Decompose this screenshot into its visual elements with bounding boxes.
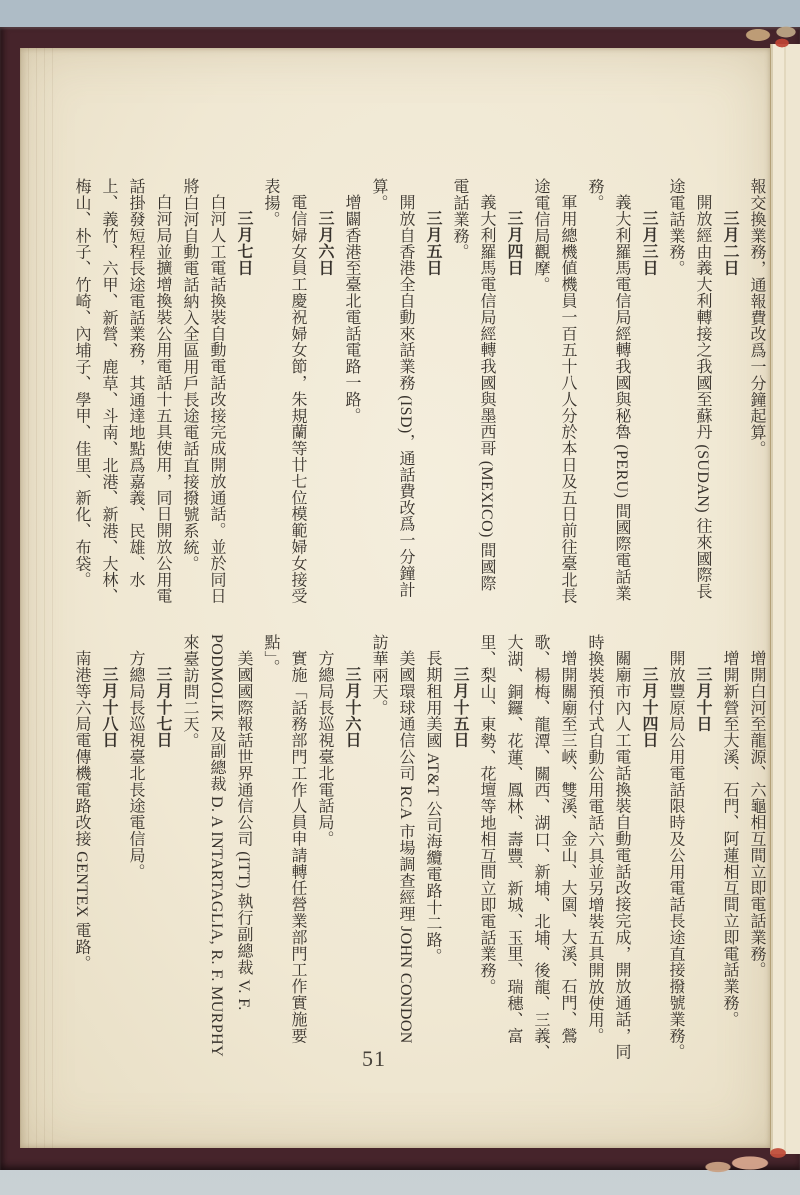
paragraph: 增開關廟至三峽、雙溪、金山、大園、大溪、石門、鶯歌、楊梅、龍潭、關西、湖口、新埔、北埔、後龍、三義、大湖、銅鑼、花蓮、鳳林、壽豐、新城、玉里、瑞穗、富里、梨山、東勢、花壇等地相互間立即電話業務。: [478, 634, 576, 1061]
paragraph: 開放豐原局公用電話限時及公用電話長途直接撥號業務。: [667, 650, 684, 1060]
paragraph: 美國國際報話世界通信公司 (ITT) 執行副總裁 V. F. PODMOLIK 及副總裁 D. A INTARTAGLIA, R. F. MURPHY 來臺訪問二天。: [181, 634, 252, 1057]
page-number: 51: [362, 1046, 386, 1071]
paragraph: 義大利羅馬電信局經轉我國與墨西哥 (MEXICO) 間國際電話業務。: [451, 178, 495, 592]
paragraph: 白河人工電話換裝自動電話改接完成開放通話。並於同日將白河自動電話納入全區用戶長途電話直接撥號系統。: [181, 178, 225, 604]
paragraph: 增開白河至龍源、六龜相互間立即電話業務。: [748, 650, 765, 978]
paragraph: 增開新營至大溪、石門、阿蓮相互間立即電話業務。: [721, 650, 738, 1028]
paragraph: 三月四日: [505, 210, 522, 276]
paragraph: 增闢香港至臺北電話電路一路。: [343, 194, 360, 424]
paragraph: 三月三日: [640, 210, 657, 276]
paragraph: 軍用總機値機員一百五十八人分於本日及五日前往臺北長途電信局觀摩。: [532, 178, 576, 604]
paragraph: 三月十八日: [100, 666, 117, 748]
cover-wear-bottom-right: [688, 1141, 794, 1173]
paragraph: 美國環球通信公司 RCA 市場調查經理 JOHN CONDON 訪華兩天。: [370, 634, 414, 1044]
paragraph: 實施「話務部門工作人員申請轉任營業部門工作實施要點」。: [262, 634, 306, 1044]
paragraph: 三月二日: [721, 210, 738, 276]
paragraph: 義大利羅馬電信局經轉我國與秘魯 (PERU) 間國際電話業務。: [586, 178, 630, 602]
cover-wear-top-right: [740, 26, 798, 53]
paragraph: 報交換業務，通報費改爲一分鐘起算。: [748, 178, 765, 457]
page-stack-edge-left: [20, 48, 58, 1148]
paragraph: 南港等六局電傳機電路改接 GENTEX 電路。: [73, 650, 90, 972]
paragraph: 三月十七日: [154, 666, 171, 748]
paragraph: 三月十五日: [451, 666, 468, 748]
page-fore-edge-right: [770, 44, 800, 1154]
paragraph: 白河局並擴增換裝公用電話十五具使用，同日開放公用電話掛發短程長途電話業務，其通達地點爲嘉義、民雄、水上、義竹、六甲、新營、鹿草、斗南、北港、新港、大林、梅山、朴子、竹崎、內埔子、學甲、佳里、新化、布袋。: [73, 178, 171, 605]
paragraph: 三月十六日: [343, 666, 360, 748]
paragraph: 三月十日: [694, 666, 711, 732]
paragraph: 關廟市內人工電話換裝自動電話改接完成，開放通話，同時換裝預付式自動公用電話六具並另增裝五具開放使用。: [586, 634, 630, 1060]
paragraph: 三月六日: [316, 210, 333, 276]
paragraph: 開放自香港全自動來話業務 (ISD)，通話費改爲一分鐘計算。: [370, 178, 414, 598]
paragraph: 電信婦女員工慶祝婦女節，朱規蘭等廿七位模範婦女接受表揚。: [262, 178, 306, 604]
paragraph: 方總局長巡視臺北長途電信局。: [127, 650, 144, 880]
paragraph: 開放經由義大利轉接之我國至蘇丹 (SUDAN) 往來國際長途電話業務。: [667, 178, 711, 600]
paragraph: 三月五日: [424, 210, 441, 276]
paragraph: 長期租用美國 AT&T 公司海纜電路十二路。: [424, 650, 441, 965]
lower-text-block: [54, 634, 770, 1064]
paragraph: 三月七日: [235, 210, 252, 276]
paragraph: 方總局長巡視臺北電話局。: [316, 650, 333, 847]
upper-text-block: [54, 178, 770, 606]
paragraph: 三月十四日: [640, 666, 657, 748]
